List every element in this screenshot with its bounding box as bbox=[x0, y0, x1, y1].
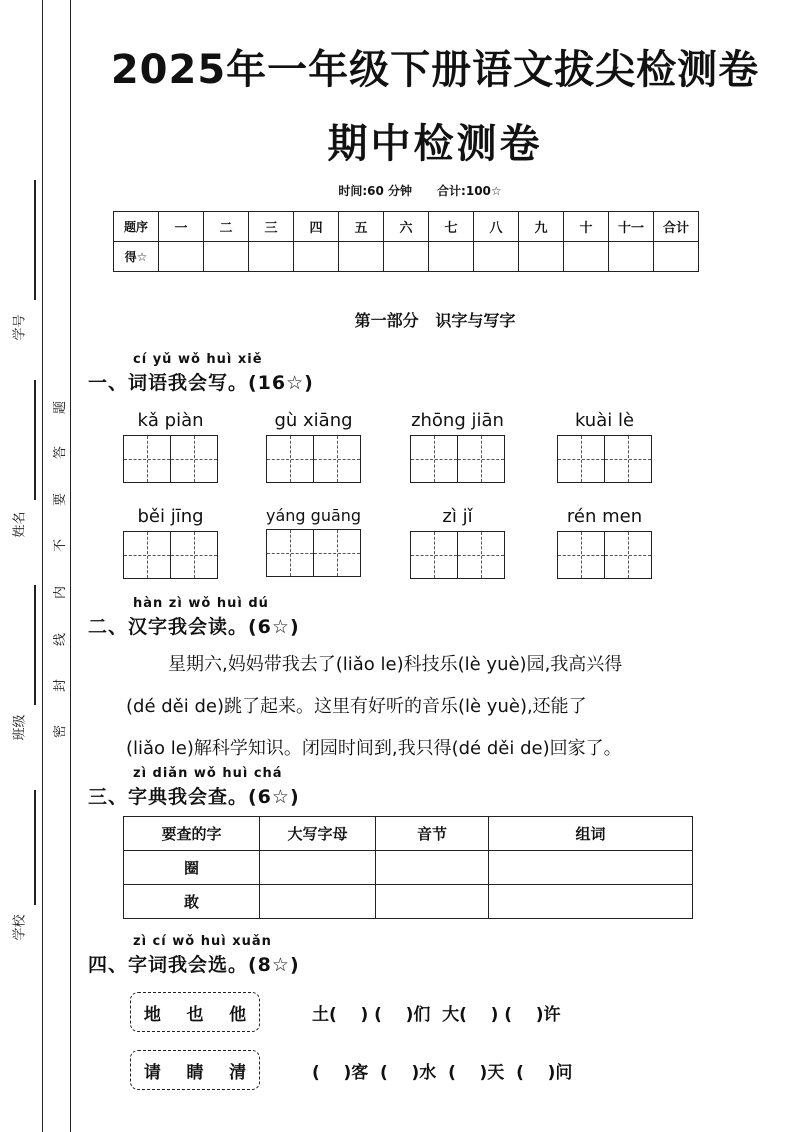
writing-grid[interactable] bbox=[266, 435, 361, 483]
score-input-cell[interactable] bbox=[384, 242, 429, 272]
score-input-cell[interactable] bbox=[609, 242, 654, 272]
q4-heading: 四、字词我会选。(8☆) bbox=[88, 954, 300, 976]
score-header-row bbox=[114, 212, 699, 242]
answer-cell[interactable] bbox=[260, 885, 376, 919]
table-cell: 得☆ bbox=[114, 242, 159, 272]
word-pinyin: yáng guāng bbox=[266, 506, 362, 525]
table-header: 音节 bbox=[376, 817, 489, 851]
seal-char: 要 bbox=[53, 492, 69, 507]
choice-char: 他 bbox=[229, 1004, 247, 1025]
student-no-label: 学号 bbox=[12, 314, 28, 341]
table-row bbox=[124, 851, 693, 885]
word-pinyin: kǎ piàn bbox=[137, 410, 204, 431]
choice-char: 也 bbox=[186, 1004, 204, 1025]
score-input-cell[interactable] bbox=[564, 242, 609, 272]
table-row bbox=[124, 885, 693, 919]
table-cell: 十 bbox=[564, 212, 609, 242]
score-input-cell[interactable] bbox=[339, 242, 384, 272]
choice-blanks[interactable]: ( )客 ( )水 ( )天 ( )问 bbox=[312, 1063, 573, 1083]
table-cell: 六 bbox=[384, 212, 429, 242]
score-input-cell[interactable] bbox=[474, 242, 519, 272]
word-pinyin: kuài lè bbox=[574, 410, 635, 431]
q2-heading: 二、汉字我会读。(6☆) bbox=[88, 616, 300, 638]
passage-line: (dé děi de)跳了起来。这里有好听的音乐(lè yuè),还能了 bbox=[126, 696, 587, 717]
writing-grid[interactable] bbox=[557, 531, 652, 579]
writing-grid[interactable] bbox=[410, 435, 505, 483]
reading-passage bbox=[128, 644, 768, 770]
score-input-cell[interactable] bbox=[249, 242, 294, 272]
exam-meta: 时间:60 分钟 合计:100☆ bbox=[338, 184, 502, 198]
choice-blanks[interactable]: 土( ) ( )们 大( ) ( )许 bbox=[312, 1005, 561, 1025]
name-blank[interactable] bbox=[34, 380, 36, 500]
name-label: 姓名 bbox=[12, 511, 28, 538]
table-cell: 一 bbox=[159, 212, 204, 242]
q3-pinyin: zì diǎn wǒ huì chá bbox=[133, 766, 283, 781]
page-subtitle: 期中检测卷 bbox=[327, 121, 543, 167]
table-header: 要查的字 bbox=[124, 817, 260, 851]
school-blank[interactable] bbox=[34, 790, 36, 905]
table-cell: 十一 bbox=[609, 212, 654, 242]
q3-heading: 三、字典我会查。(6☆) bbox=[88, 786, 300, 808]
table-cell: 九 bbox=[519, 212, 564, 242]
table-header: 组词 bbox=[489, 817, 693, 851]
word-pinyin: zì jǐ bbox=[442, 506, 473, 527]
table-cell: 七 bbox=[429, 212, 474, 242]
choice-char: 睛 bbox=[186, 1062, 204, 1083]
word-item bbox=[266, 410, 361, 483]
score-input-cell[interactable] bbox=[654, 242, 699, 272]
table-cell: 敢 bbox=[124, 885, 260, 919]
seal-char: 线 bbox=[53, 632, 69, 647]
passage-line: (liǎo le)解科学知识。闭园时间到,我只得(dé děi de)回家了。 bbox=[126, 738, 622, 759]
class-label: 班级 bbox=[12, 714, 28, 741]
table-cell: 五 bbox=[339, 212, 384, 242]
choice-char: 请 bbox=[143, 1062, 161, 1083]
table-header: 大写字母 bbox=[260, 817, 376, 851]
score-input-cell[interactable] bbox=[429, 242, 474, 272]
writing-grid[interactable] bbox=[557, 435, 652, 483]
school-label: 学校 bbox=[12, 914, 28, 941]
table-cell: 合计 bbox=[654, 212, 699, 242]
table-cell: 二 bbox=[204, 212, 249, 242]
answer-cell[interactable] bbox=[489, 885, 693, 919]
word-pinyin: zhōng jiān bbox=[411, 410, 504, 431]
score-row bbox=[114, 242, 699, 272]
writing-grid[interactable] bbox=[123, 435, 218, 483]
word-item bbox=[410, 410, 505, 483]
word-item bbox=[557, 506, 652, 579]
table-cell: 圈 bbox=[124, 851, 260, 885]
word-pinyin: rén men bbox=[566, 506, 643, 527]
word-pinyin: běi jīng bbox=[137, 506, 204, 527]
seal-char: 密 bbox=[53, 724, 69, 739]
word-item bbox=[266, 506, 361, 577]
choice-char: 地 bbox=[143, 1004, 161, 1025]
student-no-blank[interactable] bbox=[34, 180, 36, 300]
part-title: 第一部分 识字与写字 bbox=[354, 311, 516, 330]
table-cell: 三 bbox=[249, 212, 294, 242]
answer-cell[interactable] bbox=[376, 851, 489, 885]
answer-cell[interactable] bbox=[260, 851, 376, 885]
seal-char: 封 bbox=[53, 678, 69, 693]
writing-grid[interactable] bbox=[410, 531, 505, 579]
page-title: 2025年一年级下册语文拔尖检测卷 bbox=[110, 47, 760, 93]
q4-pinyin: zì cí wǒ huì xuǎn bbox=[133, 934, 272, 949]
word-item bbox=[123, 410, 218, 483]
score-input-cell[interactable] bbox=[159, 242, 204, 272]
class-blank[interactable] bbox=[34, 585, 36, 705]
q1-heading: 一、词语我会写。(16☆) bbox=[88, 372, 314, 394]
margin-line-outer bbox=[42, 0, 43, 1132]
score-input-cell[interactable] bbox=[294, 242, 339, 272]
word-item bbox=[123, 506, 218, 579]
answer-cell[interactable] bbox=[376, 885, 489, 919]
dictionary-table bbox=[123, 816, 693, 919]
choice-chars-box bbox=[130, 992, 260, 1032]
word-item bbox=[557, 410, 652, 483]
score-input-cell[interactable] bbox=[519, 242, 564, 272]
word-pinyin: gù xiāng bbox=[274, 410, 353, 431]
choice-chars-box bbox=[130, 1050, 260, 1090]
word-item bbox=[410, 506, 505, 579]
writing-grid[interactable] bbox=[266, 529, 361, 577]
seal-char: 内 bbox=[53, 585, 69, 600]
writing-grid[interactable] bbox=[123, 531, 218, 579]
answer-cell[interactable] bbox=[489, 851, 693, 885]
table-cell: 八 bbox=[474, 212, 519, 242]
passage-line: 星期六,妈妈带我去了(liǎo le)科技乐(lè yuè)园,我高兴得 bbox=[168, 654, 623, 675]
score-input-cell[interactable] bbox=[204, 242, 249, 272]
seal-char: 答 bbox=[53, 445, 69, 460]
table-header-row bbox=[124, 817, 693, 851]
seal-char: 题 bbox=[53, 400, 69, 415]
seal-char: 不 bbox=[53, 538, 69, 553]
q2-pinyin: hàn zì wǒ huì dú bbox=[133, 596, 269, 611]
margin-line-inner bbox=[70, 0, 71, 1132]
table-cell: 四 bbox=[294, 212, 339, 242]
table-cell: 题序 bbox=[114, 212, 159, 242]
score-table bbox=[113, 211, 699, 272]
q1-pinyin: cí yǔ wǒ huì xiě bbox=[133, 352, 263, 367]
choice-char: 清 bbox=[229, 1062, 247, 1083]
